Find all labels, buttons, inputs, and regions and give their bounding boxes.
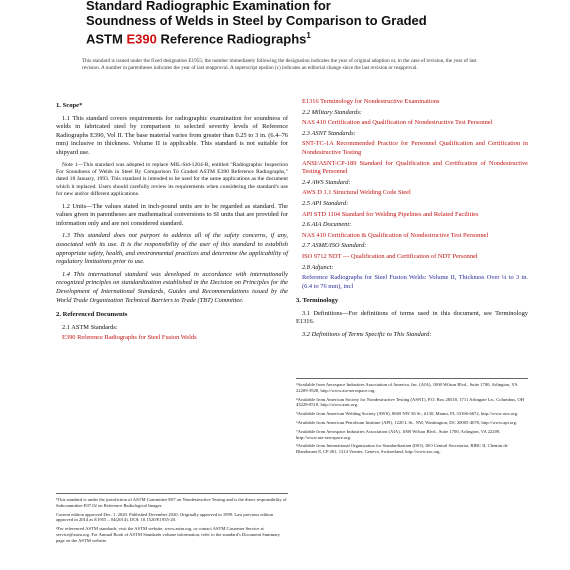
footnote-2: ²For referenced ASTM standards, visit the ASTM website, www.astm.org, or contact ASTM Customer Service at service@astm.org. For Annual Book of ASTM Standards volume information, refer to the standard's Document Summary page on the ASTM website. [56,526,281,543]
left-footnotes [56,493,288,547]
ref-nas410b-link[interactable]: NAS 410 Certification & Qualification of Nondestructive Test Personnel [302,231,489,239]
para-2-2: 2.2 Military Standards: [302,108,362,116]
footnote-7: ⁷Available from Aerospace Industries Association (AIA), 1000 Wilson Blvd., Suite 1700, Arlington, VA 22209, http://www.aia-aerospace.org. [296,428,501,440]
left-column [56,96,288,345]
ref-nas410-link[interactable]: NAS 410 Certification and Qualification of Nondestructive Test Personnel [302,119,493,127]
ref-snt-link[interactable]: SNT-TC-1A Recommended Practice for Personnel Qualification and Certification in Nondestructive Testing [302,140,528,156]
footnote-4: ⁴Available from American Society for Nondestructive Testing (ASNT), P.O. Box 28518, 1711 Arlingate Ln., Columbus, OH 43228-0518, http://www.asnt.org. [296,396,525,408]
para-2-5: 2.5 API Standard: [302,199,349,207]
para-1-1: 1.1 This standard covers requirements for radiographic examination for soundness of welds in fabricated steel by comparison to selected severity levels of Reference Radiographs E390, Vol II. The base material varies from greater than 0.25 to 3 in. (6.4–76 mm) inclusive in thickness. Volume II is applicable. This standard is not suitable for shipyard use. [56,114,288,156]
para-2-3: 2.3 ASNT Standards: [302,129,356,137]
note-1: Note 1—This standard was adopted to replace MIL-Std-1264-B, entitled "Radiographic Inspection For Soundness of Welds in Steel By Comparison To Graded ASTM E390 Reference Radiographs," dated 18 January, 1993. This standard is intended to be used for the same applications as the document which it replaced. Users should carefully review its requirements when considering the standard's use for new and/or different applications. [56,161,288,198]
e390-link[interactable]: E390 [126,31,157,47]
section-scope-heading: 1. Scope* [56,102,83,109]
para-2-4: 2.4 AWS Standard: [302,178,351,186]
footnote-5: ⁵Available from American Welding Society (AWS), 8669 NW 36 St., #130, Miami, FL 33166-6672, http://www.aws.org. [296,411,519,417]
para-2-7: 2.7 ASME/ISO Standard: [302,242,367,250]
footnote-3: ³Available from Aerospace Industries Association of America, Inc. (AIA), 1000 Wilson Blvd., Suite 1700, Arlington, VA 22209-3928, http://www.aia-aerospace.org. [296,382,518,393]
document-title [86,0,506,46]
footnote-1b: Current edition approved Dec. 1, 2020. Published December 2020. Originally approved in 1999. Last previous edition approved in 2014 as E1955 – 04(2014). DOI: 10.1520/E1955-20. [56,511,274,523]
ref-e390-link[interactable]: E390 Reference Radiographs for Steel Fusion Welds [62,334,197,342]
ref-iso9712-link[interactable]: ISO 9712 NDT — Qualification and Certification of NDT Personnel [302,252,478,260]
para-1-2: 1.2 Units—The values stated in inch-pound units are to be regarded as standard. The values given in parentheses are mathematical conversions to SI units that are provided for information only and are not considered standard. [56,202,288,227]
ref-d11-link[interactable]: AWS D 1.1 Structural Welding Code Steel [302,189,411,197]
ref-api1104-link[interactable]: API STD 1104 Standard for Welding Pipelines and Related Facilities [302,210,479,218]
right-footnotes [296,378,528,458]
section-terminology-heading: 3. Terminology [296,297,339,305]
para-1-4: 1.4 This international standard was developed in accordance with internationally recognized principles on standardization established in the Decision on Principles for the Development of International Standards, Guides and Recommendations issued by the World Trade Organization Technical Barriers to Trade (TBT) Committee. [56,270,288,304]
designation-notice: This standard is issued under the fixed designation E1955; the number immediately following the designation indicates the year of original adoption or, in the case of revision, the year of last revision. A number in parentheses indicates the year of last reapproval. A superscript epsilon (ε) indicates an editorial change since the last revision or reapproval. [82,58,477,71]
footnote-6: ⁶Available from American Petroleum Institute (API), 1220 L St., NW, Washington, DC 20005-4070, http://www.api.org. [296,419,518,425]
para-3-1: 3.1 Definitions—For definitions of terms used in this document, see Terminology E1316. [296,309,528,326]
adjunct-item[interactable]: Reference Radiographs for Steel Fusion Welds: Volume II, Thickness Over ¼ to 3 in. (6.4 to 76 mm), incl [302,274,528,290]
para-1-3: 1.3 This standard does not purport to address all of the safety concerns, if any, associated with its use. It is the responsibility of the user of this standard to establish appropriate safety, health, and environmental practices and determine the applicability of regulatory limitations prior to use. [56,232,288,266]
title-line-3: ASTM E390 Reference Radiographs$^1$ [86,31,311,47]
section-referenced-heading: 2. Referenced Documents [56,311,128,319]
ref-cp189-link[interactable]: ANSI/ASNT-CP-189 Standard for Qualification and Certification of Nondestructive Testing Personnel [302,159,528,176]
footnote-8: ⁸Available from International Organization for Standardization (ISO), ISO Central Secretariat, BIBC II, Chemin de Blandonnet 8, CP 401, 1214 Vernier, Geneva, Switzerland, http://www.iso.org. [296,443,508,455]
para-2-6: 2.6 AIA Document: [302,221,352,229]
para-2-1: 2.1 ASTM Standards: [62,323,118,331]
footnote-1: ¹This standard is under the jurisdiction of ASTM Committee E07 on Nondestructive Testing and is the direct responsibility of Subcommittee E07.02 on Reference Radiological Images. [56,497,287,508]
ref-e1316-link[interactable]: E1316 Terminology for Nondestructive Examinations [302,98,440,105]
para-3-2: 3.2 Definitions of Terms Specific to This Standard: [302,331,432,339]
title-line-2: Soundness of Welds in Steel by Comparison to Graded [86,13,427,28]
right-column [296,98,528,344]
title-line-1: Standard Radiographic Examination for [86,0,331,13]
para-2-8: 2.8 Adjunct: [302,263,334,271]
